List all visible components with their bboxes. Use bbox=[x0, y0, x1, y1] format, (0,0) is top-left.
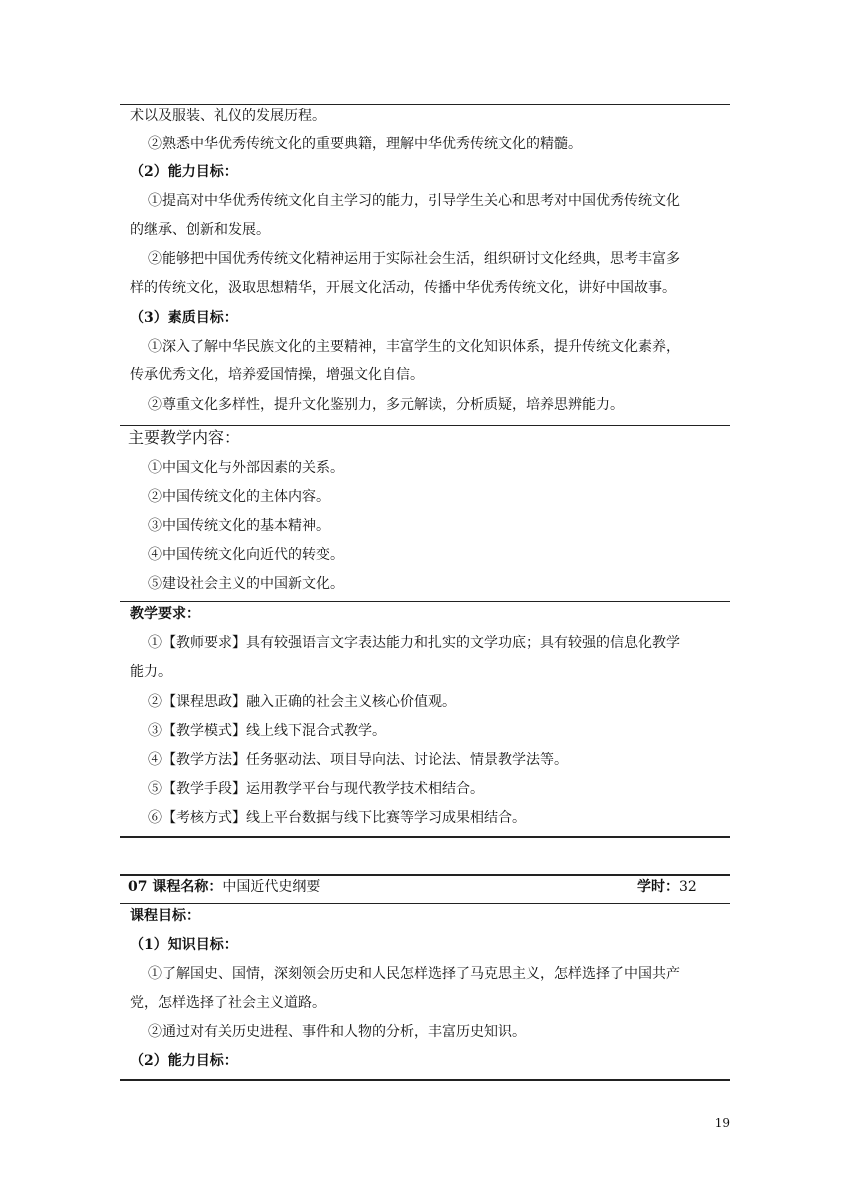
course-goal-heading: 课程目标： bbox=[130, 908, 200, 924]
row-divider bbox=[120, 601, 730, 602]
text-line: ②熟悉中华优秀传统文化的重要典籍，理解中华优秀传统文化的精髓。 bbox=[148, 136, 582, 152]
requirement-item: ③【教学模式】线上线下混合式教学。 bbox=[148, 723, 386, 739]
requirement-item: 能力。 bbox=[130, 664, 172, 680]
main-content-heading: 主要教学内容： bbox=[128, 428, 241, 447]
quality-goal-heading: （3）素质目标： bbox=[130, 310, 238, 326]
text-line: 的继承、创新和发展。 bbox=[130, 222, 270, 238]
text-line: ①了解国史、国情，深刻领会历史和人民怎样选择了马克思主义，怎样选择了中国共产 bbox=[148, 966, 680, 982]
requirements-heading: 教学要求： bbox=[130, 606, 200, 622]
requirement-item: ⑤【教学手段】运用教学平台与现代教学技术相结合。 bbox=[148, 781, 484, 797]
content-item: ②中国传统文化的主体内容。 bbox=[148, 489, 330, 505]
row-divider bbox=[120, 425, 730, 426]
text-line: 党，怎样选择了社会主义道路。 bbox=[130, 995, 326, 1011]
ability-goal-heading: （2）能力目标： bbox=[130, 164, 238, 180]
content-item: ①中国文化与外部因素的关系。 bbox=[148, 460, 344, 476]
requirement-item: ⑥【考核方式】线上平台数据与线下比赛等学习成果相结合。 bbox=[148, 810, 526, 826]
requirement-item: ②【课程思政】融入正确的社会主义核心价值观。 bbox=[148, 694, 456, 710]
content-item: ④中国传统文化向近代的转变。 bbox=[148, 547, 344, 563]
content-item: ⑤建设社会主义的中国新文化。 bbox=[148, 576, 344, 592]
requirement-item: ④【教学方法】任务驱动法、项目导向法、讨论法、情景教学法等。 bbox=[148, 752, 568, 768]
text-line: 样的传统文化，汲取思想精华，开展文化活动，传播中华优秀传统文化，讲好中国故事。 bbox=[130, 280, 676, 296]
ability-goal-heading: （2）能力目标： bbox=[130, 1053, 238, 1069]
knowledge-goal-heading: （1）知识目标： bbox=[130, 937, 238, 953]
requirement-item: ①【教师要求】具有较强语言文字表达能力和扎实的文学功底；具有较强的信息化教学 bbox=[148, 635, 680, 651]
text-line: 术以及服装、礼仪的发展历程。 bbox=[130, 108, 326, 124]
course-hours bbox=[637, 877, 697, 897]
course-name-value: 中国近代史纲要 bbox=[222, 879, 321, 895]
hours-label: 学时： bbox=[637, 879, 679, 895]
page-number: 19 bbox=[714, 1116, 730, 1130]
table-top-rule bbox=[120, 104, 730, 105]
text-line: 传承优秀文化，培养爱国情操，增强文化自信。 bbox=[130, 367, 424, 383]
table-top-rule bbox=[120, 874, 730, 876]
table-bottom-rule bbox=[120, 836, 730, 838]
text-line: ①深入了解中华民族文化的主要精神，丰富学生的文化知识体系，提升传统文化素养， bbox=[148, 339, 680, 355]
course-name-label: 07 课程名称： bbox=[128, 879, 223, 895]
text-line: ②尊重文化多样性，提升文化鉴别力，多元解读，分析质疑，培养思辨能力。 bbox=[148, 397, 624, 413]
text-line: ②能够把中国优秀传统文化精神运用于实际社会生活，组织研讨文化经典，思考丰富多 bbox=[148, 251, 680, 267]
text-line: ①提高对中华优秀传统文化自主学习的能力，引导学生关心和思考对中国优秀传统文化 bbox=[148, 193, 680, 209]
hours-value: 32 bbox=[679, 879, 697, 895]
row-divider bbox=[120, 903, 730, 904]
course-name-row bbox=[128, 877, 320, 897]
content-item: ③中国传统文化的基本精神。 bbox=[148, 518, 330, 534]
table-bottom-rule bbox=[120, 1079, 730, 1081]
text-line: ②通过对有关历史进程、事件和人物的分析，丰富历史知识。 bbox=[148, 1024, 526, 1040]
